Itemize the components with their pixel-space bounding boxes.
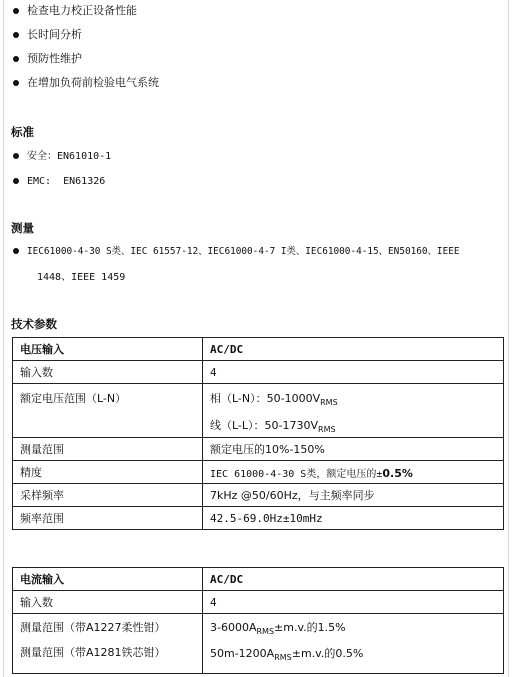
current-head-value: AC/DC	[203, 568, 504, 591]
flex-label: 测量范围（带A1227柔性钳）	[20, 621, 166, 634]
voltage-head-value: AC/DC	[203, 338, 504, 361]
measurement-title: 测量	[11, 221, 34, 235]
list-item: 检查电力校正设备性能	[11, 4, 159, 18]
measurement-list	[11, 244, 506, 259]
list-item: IEC61000-4-30 S类、IEC 61557-12、IEC61000-4-7 I类、IEC61000-4-15、EN50160、IEEE	[11, 244, 506, 259]
list-item: 在增加负荷前检验电气系统	[11, 76, 159, 90]
measurement-line2: 1448、IEEE 1459	[37, 272, 126, 283]
table-row	[13, 438, 504, 461]
cell: 输入数	[13, 591, 203, 614]
list-item: 长时间分析	[11, 28, 159, 42]
rated-ll: 线（L-L）：$50-1730V_{RMS}$	[210, 419, 336, 434]
cell: 精度	[13, 461, 203, 484]
cell: 额定电压范围（L-N）	[13, 384, 203, 438]
iron-label: 测量范围（带A1281铁芯钳）	[20, 646, 166, 659]
cell: 测量范围	[13, 438, 203, 461]
bullet-icon	[13, 153, 19, 159]
list-item: EMC: EN61326	[11, 174, 111, 189]
cell: 额定电压的10%-150%	[203, 438, 504, 461]
cell: 7kHz @50/60Hz，与主频率同步	[203, 484, 504, 507]
standards-list	[11, 149, 111, 189]
table-row	[13, 484, 504, 507]
bullet-icon	[13, 8, 19, 14]
cell: IEC 61000-4-30 S类，额定电压的±0.5%	[203, 461, 504, 484]
table-row	[13, 568, 504, 591]
rated-ln: 相（L-N）：$50-1000V_{RMS}$	[210, 392, 338, 407]
bullet-icon	[13, 32, 19, 38]
voltage-head-label: 电压输入	[13, 338, 203, 361]
table-row	[13, 338, 504, 361]
table-row	[13, 591, 504, 614]
cell: 4	[203, 361, 504, 384]
bullet-icon	[13, 80, 19, 86]
bullet-icon	[13, 56, 19, 62]
cell	[203, 384, 504, 438]
intro-list	[11, 4, 159, 90]
table-row	[13, 361, 504, 384]
current-table	[12, 567, 504, 674]
cell: 输入数	[13, 361, 203, 384]
current-head-label: 电流输入	[13, 568, 203, 591]
cell	[203, 614, 504, 674]
table-row	[13, 614, 504, 674]
flex-value: $3-6000A_{RMS}\pm m.v$.的1.5%	[210, 621, 346, 636]
cell: 4	[203, 591, 504, 614]
cell: 频率范围	[13, 507, 203, 530]
cell: 采样频率	[13, 484, 203, 507]
cell	[13, 614, 203, 674]
list-item: 预防性维护	[11, 52, 159, 66]
table-row	[13, 461, 504, 484]
bullet-icon	[13, 248, 19, 254]
tech-title: 技术参数	[11, 317, 57, 331]
voltage-table	[12, 337, 504, 530]
bullet-icon	[13, 178, 19, 184]
standards-title: 标准	[11, 125, 34, 139]
iron-value: $50m-1200A_{RMS}\pm m.v$.的0.5%	[210, 647, 364, 662]
list-item: 安全：EN61010-1	[11, 149, 111, 164]
table-row	[13, 384, 504, 438]
table-row	[13, 507, 504, 530]
cell: 42.5-69.0Hz±10mHz	[203, 507, 504, 530]
